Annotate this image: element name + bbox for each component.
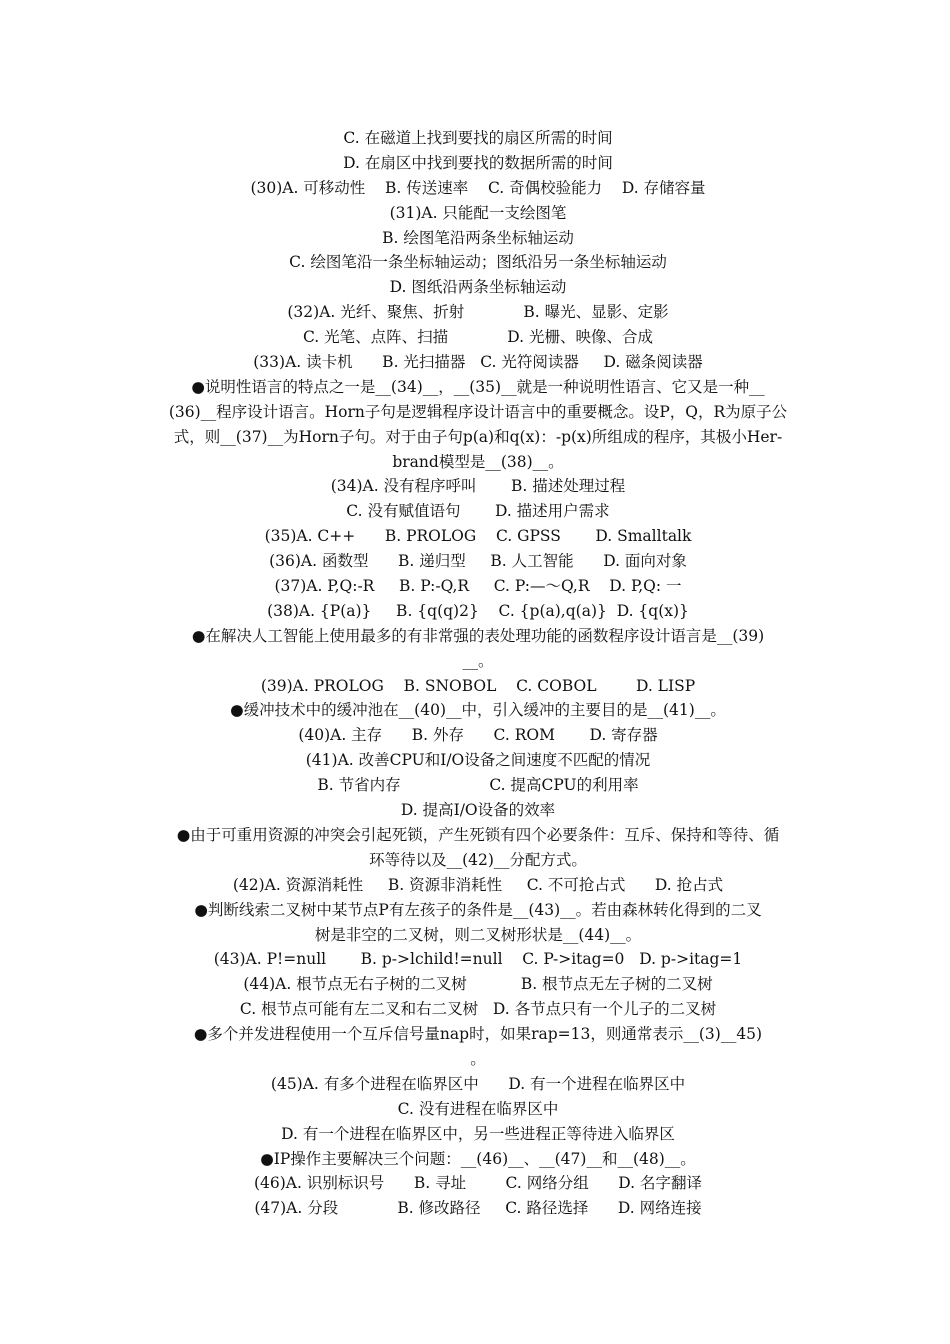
question-stem: ●IP操作主要解决三个问题：__(46)__、__(47)__和__(48)__。	[260, 1149, 696, 1168]
text-line: D. 在扇区中找到要找的数据所需的时间	[343, 153, 613, 172]
question-stem: 。	[470, 1049, 486, 1068]
question-stem: 式，则__(37)__为Horn子句。对于由子句p(a)和q(x)：-p(x)所组成的程序，其极小Her-	[173, 427, 783, 446]
question-options: (30)A. 可移动性 B. 传送速率 C. 奇偶校验能力 D. 存储容量	[250, 178, 706, 197]
question-options: (36)A. 函数型 B. 递归型 B. 人工智能 D. 面向对象	[269, 552, 687, 571]
question-options: (37)A. P,Q:-R B. P:-Q,R C. P:—～Q,R D. P,Q: 一	[274, 577, 682, 596]
question-options: (41)A. 改善CPU和I/O设备之间速度不匹配的情况	[305, 751, 651, 770]
question-stem: ●由于可重用资源的冲突会引起死锁，产生死锁有四个必要条件：互斥、保持和等待、循	[176, 825, 780, 844]
question-options: (31)A. 只能配一支绘图笔	[389, 203, 567, 222]
question-stem: 环等待以及__(42)__分配方式。	[369, 850, 587, 869]
question-stem: ●说明性语言的特点之一是__(34)__，__(35)__就是一种说明性语言、它又是一种__	[191, 377, 765, 396]
question-stem: __。	[462, 651, 494, 670]
question-options: D. 提高I/O设备的效率	[400, 801, 556, 820]
question-options: (46)A. 识别标识号 B. 寻址 C. 网络分组 D. 名字翻译	[253, 1174, 703, 1193]
question-options: (43)A. P!=null B. p->lchild!=null C. P->itag=0 D. p->itag=1	[213, 950, 743, 969]
question-options: (38)A. {P(a)} B. {q(q)2} C. {p(a),q(a)} D. {q(x)}	[267, 601, 689, 620]
question-stem: brand模型是__(38)__。	[392, 452, 564, 471]
question-options: C. 没有赋值语句 D. 描述用户需求	[346, 502, 610, 521]
question-options: D. 图纸沿两条坐标轴运动	[389, 278, 567, 297]
question-stem: ●在解决人工智能上使用最多的有非常强的表处理功能的函数程序设计语言是__(39)	[191, 626, 765, 645]
text-line: C. 在磁道上找到要找的扇区所需的时间	[343, 129, 613, 147]
question-stem: 树是非空的二叉树，则二叉树形状是__(44)__。	[314, 925, 642, 944]
question-options: C. 绘图笔沿一条坐标轴运动；图纸沿另一条坐标轴运动	[289, 253, 667, 272]
question-options: (34)A. 没有程序呼叫 B. 描述处理过程	[330, 477, 626, 496]
question-options: C. 根节点可能有左二叉和右二叉树 D. 各节点只有一个儿子的二叉树	[239, 1000, 717, 1019]
question-options: (45)A. 有多个进程在临界区中 D. 有一个进程在临界区中	[270, 1074, 686, 1093]
question-options: C. 光笔、点阵、扫描 D. 光栅、映像、合成	[302, 328, 653, 347]
question-options: (33)A. 读卡机 B. 光扫描器 C. 光符阅读器 D. 磁条阅读器	[253, 353, 703, 372]
question-stem: ●缓冲技术中的缓冲池在__(40)__中，引入缓冲的主要目的是__(41)__。	[230, 701, 726, 720]
question-options: B. 节省内存 C. 提高CPU的利用率	[317, 776, 639, 795]
question-options: (40)A. 主存 B. 外存 C. ROM D. 寄存器	[298, 726, 658, 745]
question-options: (44)A. 根节点无右子树的二叉树 B. 根节点无左子树的二叉树	[243, 975, 713, 994]
question-stem: (36)__程序设计语言。Horn子句是逻辑程序设计语言中的重要概念。设P，Q，R为原子公	[168, 402, 788, 421]
question-stem: ●多个并发进程使用一个互斥信号量nap时，如果rap=13，则通常表示__(3)__45)	[193, 1025, 763, 1044]
question-options: (32)A. 光纤、聚焦、折射 B. 曝光、显影、定影	[287, 303, 669, 322]
question-options: (39)A. PROLOG B. SNOBOL C. COBOL D. LISP	[260, 676, 696, 695]
question-options: B. 绘图笔沿两条坐标轴运动	[382, 228, 574, 247]
question-options: (42)A. 资源消耗性 B. 资源非消耗性 C. 不可抢占式 D. 抢占式	[232, 875, 724, 894]
question-options: C. 没有进程在临界区中	[397, 1099, 559, 1118]
document-page	[140, 126, 816, 1221]
question-stem: ●判断线索二叉树中某节点P有左孩子的条件是__(43)__。若由森林转化得到的二叉	[194, 900, 762, 919]
question-options: (47)A. 分段 B. 修改路径 C. 路径选择 D. 网络连接	[254, 1199, 702, 1218]
question-options: D. 有一个进程在临界区中，另一些进程正等待进入临界区	[281, 1124, 675, 1143]
question-options: (35)A. C++ B. PROLOG C. GPSS D. Smalltalk	[264, 527, 692, 546]
